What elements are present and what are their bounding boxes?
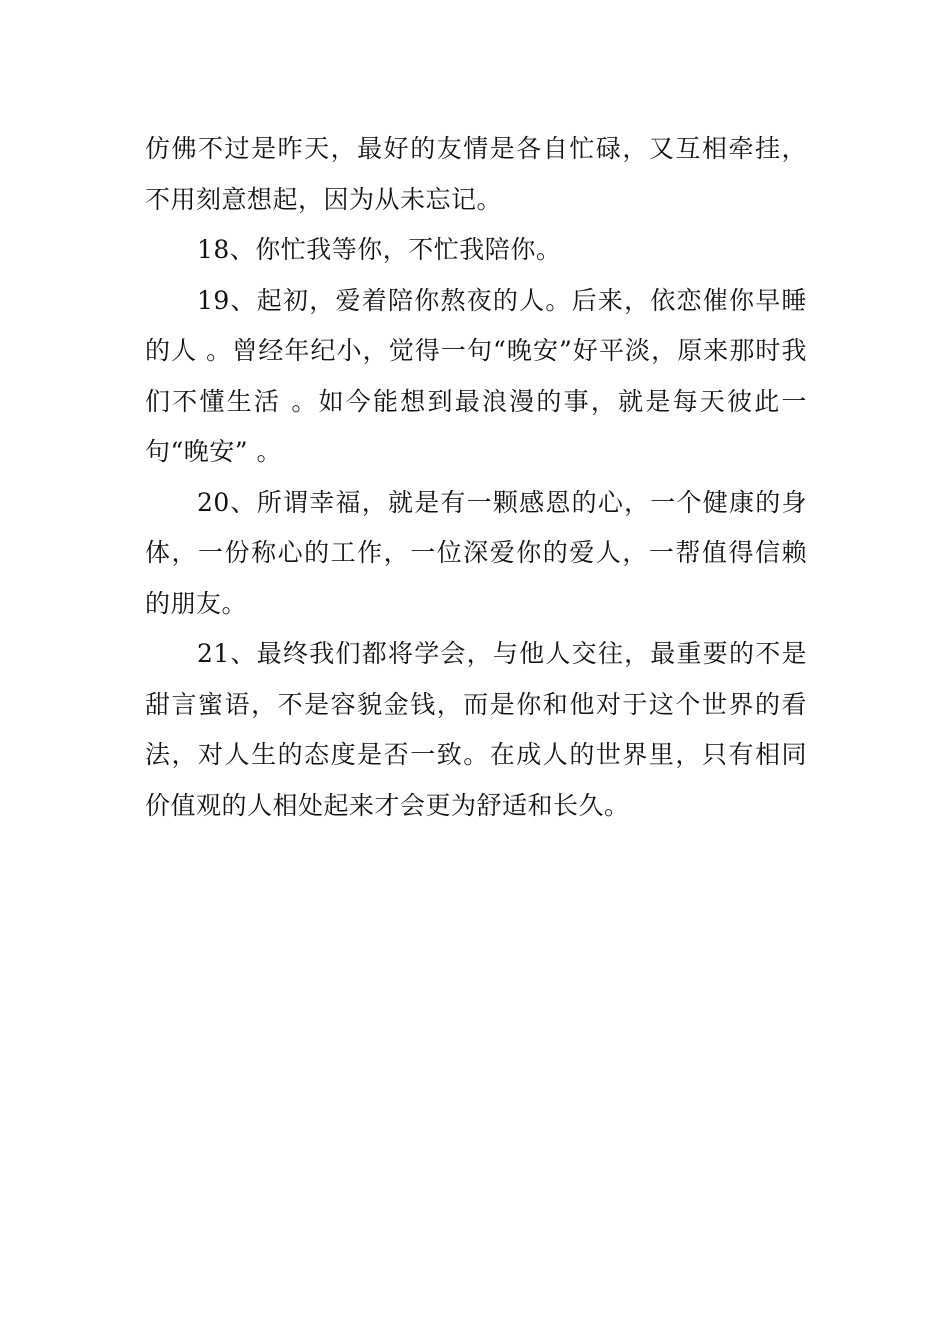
paragraph-continuation: 仿佛不过是昨天，最好的友情是各自忙碌，又互相牵挂，不用刻意想起，因为从未忘记。: [145, 134, 807, 214]
paragraph-item-18: 18、你忙我等你，不忙我陪你。: [197, 235, 562, 264]
paragraph-item-20: 20、所谓幸福，就是有一颗感恩的心，一个健康的身体，一份称心的工作，一位深爱你的爱人，一帮值得信赖的朋友。: [145, 487, 807, 618]
paragraph-item-21: 21、最终我们都将学会，与他人交往，最重要的不是甜言蜜语，不是容貌金钱，而是你和他对于这个世界的看法，对人生的态度是否一致。在成人的世界里，只有相同价值观的人相处起来才会更为舒适和长久。: [145, 639, 807, 820]
document-body: [145, 124, 807, 831]
paragraph-item-19: 19、起初，爱着陪你熬夜的人。后来，依恋催你早睡的人 。曾经年纪小，觉得一句“晚安”好平淡，原来那时我们不懂生活 。如今能想到最浪漫的事，就是每天彼此一句“晚安” 。: [145, 285, 807, 466]
